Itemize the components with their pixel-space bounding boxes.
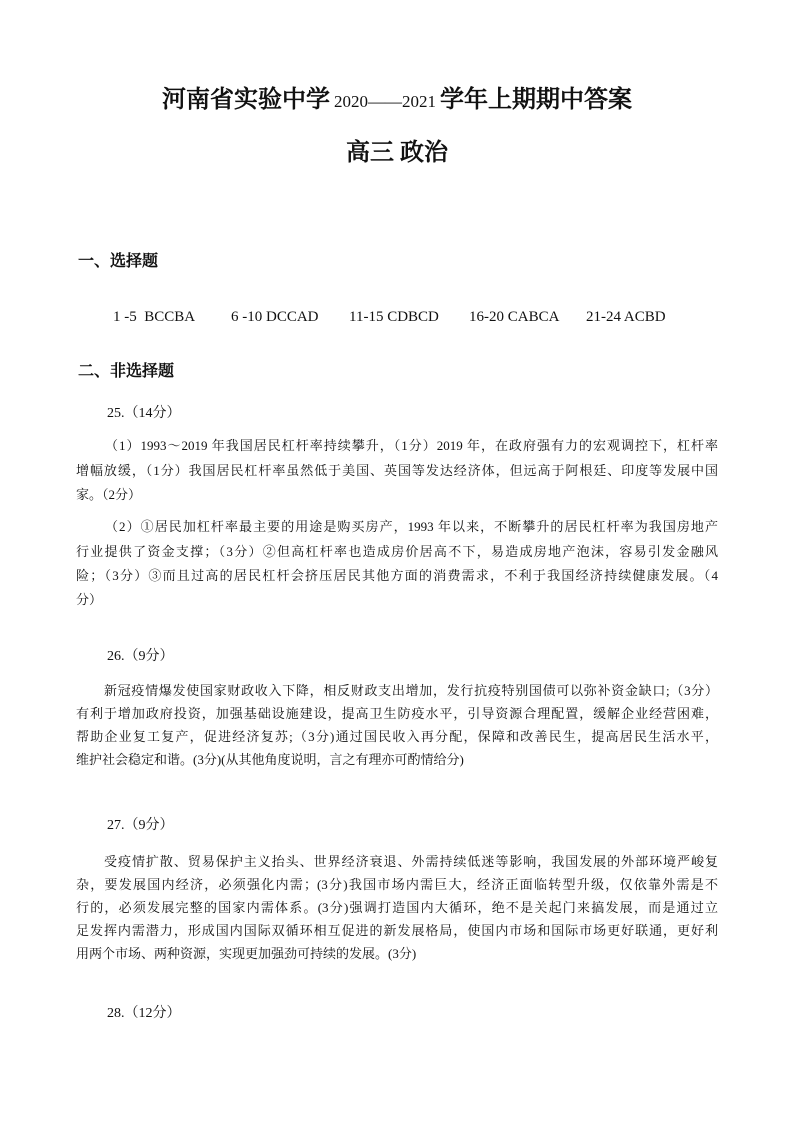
paragraph-line: 有利于增加政府投资，加强基础设施建设，提高卫生防疫水平，引导资源合理配置，缓解企业经营困难， [76, 706, 718, 721]
paragraph-line: 维护社会稳定和谐。(3分)(从其他角度说明，言之有理亦可酌情给分) [76, 752, 464, 767]
paragraph-line: （1）1993～2019 年我国居民杠杆率持续攀升，（1分）2019 年，在政府强有力的宏观调控下，杠杆率 [105, 438, 718, 453]
question-25-label: 25.（14分） [107, 406, 181, 421]
paragraph-line: 家。（2分） [76, 487, 142, 502]
paragraph-line: 险；（3分）③而且过高的居民杠杆会挤压居民其他方面的消费需求，不利于我国经济持续健康发展。（4 [76, 568, 718, 583]
title-years: 2020——2021 [334, 92, 436, 111]
paragraph-line: 用两个市场、两种资源，实现更加强劲可持续的发展。(3分) [76, 946, 417, 961]
paragraph-line: 新冠疫情爆发使国家财政收入下降，相反财政支出增加，发行抗疫特别国债可以弥补资金缺口;（3分） [104, 683, 718, 698]
paragraph-line: 分） [76, 592, 103, 607]
document-subtitle: 高三 政治 [346, 140, 448, 166]
paragraph-line: 行的，必须发展完整的国家内需体系。(3分)强调打造国内大循环，绝不是关起门来搞发展，而是通过立 [76, 900, 718, 915]
paragraph-line: 受疫情扩散、贸易保护主义抬头、世界经济衰退、外需持续低迷等影响，我国发展的外部环境严峻复 [104, 854, 718, 869]
paragraph-line: 足发挥内需潜力，形成国内国际双循环相互促进的新发展格局，使国内市场和国际市场更好联通，更好利 [76, 923, 718, 938]
answer-group-21-24: 21-24 ACBD [586, 309, 666, 325]
question-27-label: 27.（9分） [107, 818, 174, 833]
paragraph-line: 行业提供了资金支撑；（3分）②但高杠杆率也造成房价居高不下，易造成房地产泡沫，容易引发金融风 [76, 544, 718, 559]
question-26-label: 26.（9分） [107, 649, 174, 664]
title-rest: 学年上期期中答案 [440, 87, 632, 113]
paragraph-line: 帮助企业复工复产，促进经济复苏;（3分)通过国民收入再分配，保障和改善民生，提高居民生活水平， [76, 729, 718, 744]
answer-group-6-10: 6 -10 DCCAD [231, 309, 319, 325]
answer-group-11-15: 11-15 CDBCD [349, 309, 439, 325]
paragraph-line: 增幅放缓，（1分）我国居民杠杆率虽然低于美国、英国等发达经济体，但远高于阿根廷、印度等发展中国 [76, 463, 718, 478]
answer-group-1-5: 1 -5 BCCBA [113, 309, 196, 325]
document-title [0, 84, 794, 116]
paragraph-line: 杂，要发展国内经济，必须强化内需；(3分)我国市场内需巨大，经济正面临转型升级，仅依靠外需是不 [76, 877, 718, 892]
answer-group-16-20: 16-20 CABCA [469, 309, 560, 325]
section-heading-nonchoice: 二、非选择题 [78, 363, 175, 380]
section-heading-choice: 一、选择题 [78, 253, 159, 270]
paragraph-line: （2）①居民加杠杆率最主要的用途是购买房产，1993 年以来，不断攀升的居民杠杆率为我国房地产 [105, 519, 718, 534]
question-28-label: 28.（12分） [107, 1006, 181, 1021]
title-school: 河南省实验中学 [162, 87, 330, 113]
